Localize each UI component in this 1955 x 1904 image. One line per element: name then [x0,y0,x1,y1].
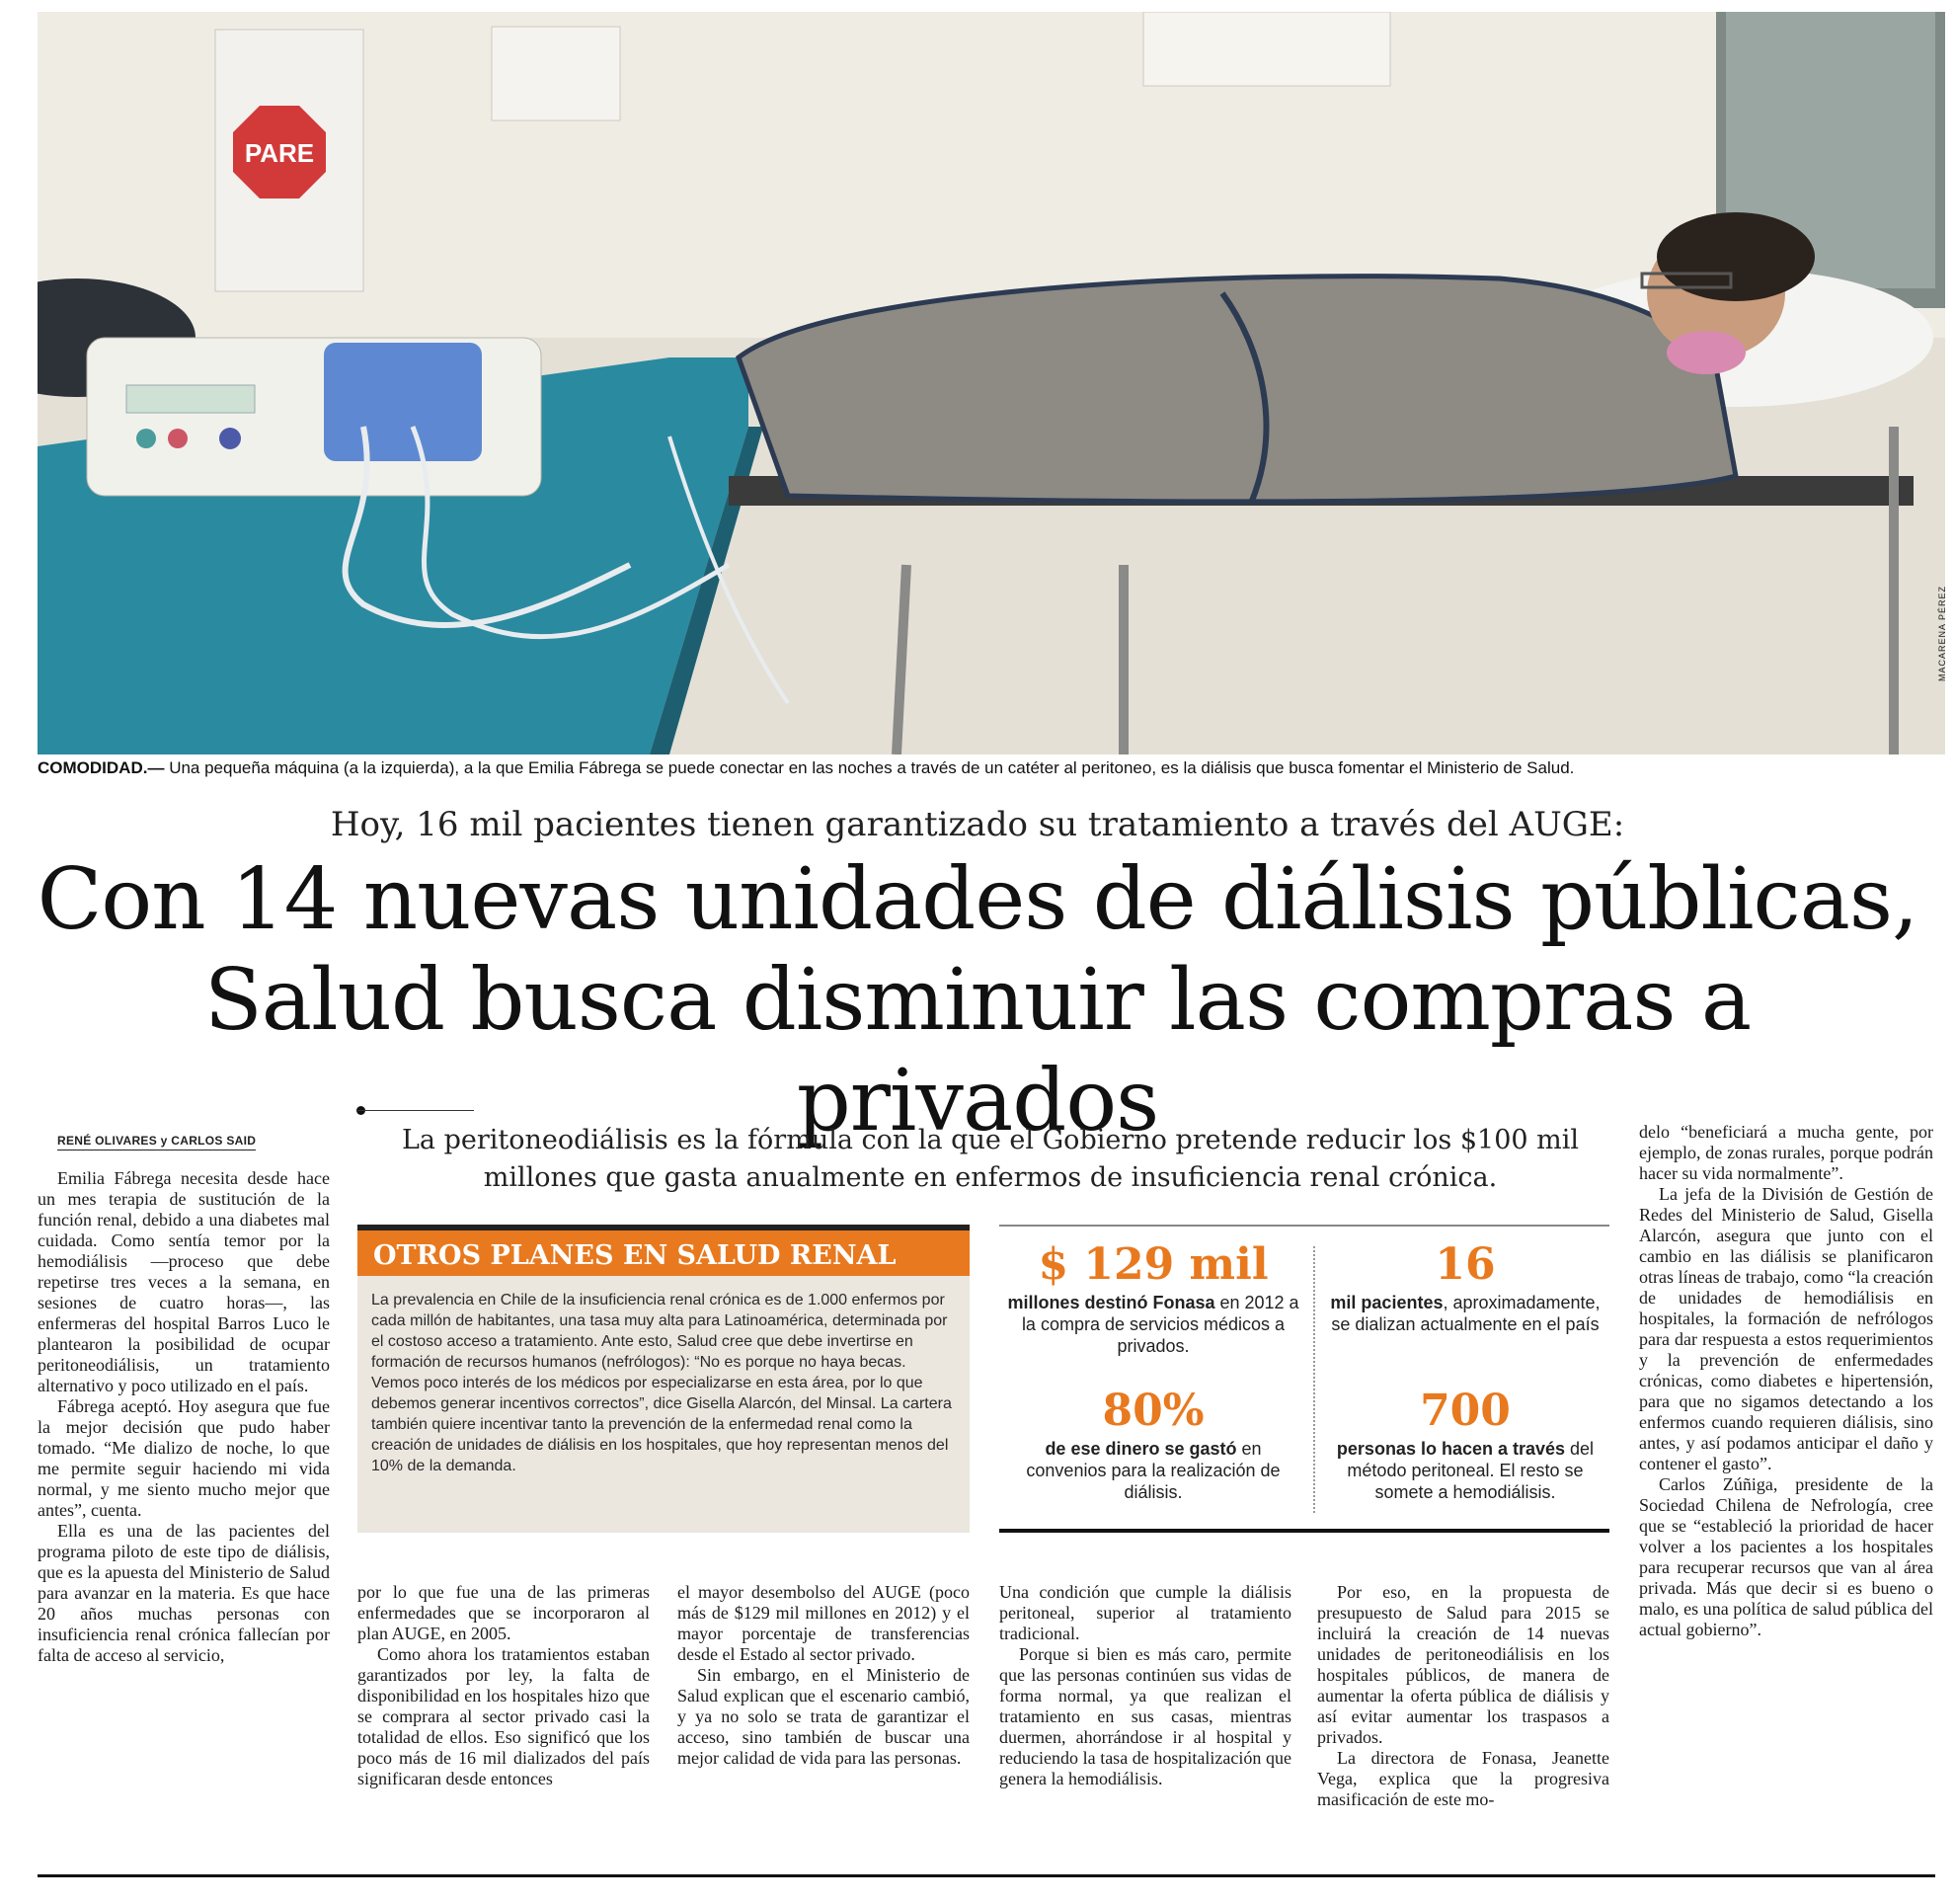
paragraph: Ella es una de las pacientes del programa piloto de este tipo de diálisis, que es la apuesta del Ministerio de Salud para avanzar en la materia. Es que hace 20 años muchas personas con insuficiencia renal crónica fallecían por falta de acceso al servicio, [38,1521,330,1665]
deck-rule [357,1110,474,1111]
stat-text: en convenios para la realización de diálisis. [1026,1439,1281,1502]
body-column-3 [677,1582,970,1769]
headline [20,849,1935,1151]
paragraph: Como ahora los tratamientos estaban garantizados por ley, la falta de disponibilidad en los hospitales hizo que se comprara al sector privado casi la totalidad de ellos. Eso significó que los poco más de 16 mil dializados del país significaran desde entonces [357,1644,650,1788]
stat-number: 16 [1435,1239,1496,1290]
paragraph: La jefa de la División de Gestión de Redes del Ministerio de Salud, Gisella Alarcón, asegura que junto con el cambio en las diálisis se planificaron otras líneas de trabajo, como “la creación de unidades de hemodiálisis en hospitales, la formación de nefrólogos para dar respuesta a estos requerimientos y la prevención de enfermedades crónicas, como diabetes e hipertensión, para que no sigamos detectando a los enfermos cuando requieren diálisis, sino antes, y así podamos anticipar el daño y contener el gasto”. [1639,1184,1933,1473]
photo-credit: MACARENA PÉREZ [1937,585,1947,681]
stat-bold: personas lo hacen a través [1336,1439,1566,1459]
dialysis-room-illustration [38,12,1945,754]
stat-bold: mil pacientes [1330,1293,1444,1312]
paragraph: el mayor desembolso del AUGE (poco más de $129 mil millones en 2012) y el mayor porcentaje de transferencias desde el Estado al sector privado. [677,1582,970,1664]
stats-bottom-rule [999,1529,1609,1533]
paragraph: Fábrega aceptó. Hoy asegura que fue la mejor decisión que pudo haber tomado. “Me dializo de noche, lo que me permite seguir haciendo mi vida normal, y me siento mucho mejor que antes”, cuenta. [38,1396,330,1520]
body-column-2 [357,1582,650,1789]
stat-text: , aproximadamente, se dializan actualmente en el país [1331,1293,1601,1334]
stat-text: en 2012 a la compra de servicios médicos a privados. [1021,1293,1299,1356]
stat-patients [1327,1238,1603,1335]
body-column-6 [1639,1122,1933,1640]
stat-bold: de ese dinero se gastó [1045,1439,1237,1459]
body-column-4 [999,1582,1291,1789]
paragraph: Una condición que cumple la diálisis peritoneal, superior al tratamiento tradicional. [999,1582,1291,1643]
paragraph: por lo que fue una de las primeras enfermedades que se incorporaron al plan AUGE, en 2005. [357,1582,650,1643]
stat-text: del método peritoneal. El resto se somete a hemodiálisis. [1347,1439,1595,1502]
article-photo [38,12,1945,754]
paragraph: Porque si bien es más caro, permite que las personas continúen sus vidas de forma normal, ya que realizan el tratamiento en sus casas, mientras duermen, ahorrándose ir al hospital y reduciendo la tasa de hospitalización que genera la hemodiálisis. [999,1644,1291,1788]
paragraph: La directora de Fonasa, Jeanette Vega, explica que la progresiva masificación de este mo- [1317,1748,1609,1809]
caption-text: Una pequeña máquina (a la izquierda), a la que Emilia Fábrega se puede conectar en las noches a través de un catéter al peritoneo, es la diálisis que busca fomentar el Ministerio de Salud. [169,758,1575,777]
headline-line-2: Salud busca disminuir las compras a privados [203,951,1752,1150]
sidebar-title: OTROS PLANES EN SALUD RENAL [357,1225,970,1276]
stats-divider [1313,1246,1315,1513]
stat-number: $ 129 mil [1038,1239,1269,1290]
body-column-1 [38,1168,330,1666]
paragraph: Sin embargo, en el Ministerio de Salud explican que el escenario cambió, y ya no solo se trata de garantizar el acceso, sino también de buscar una mejor calidad de vida para las personas. [677,1665,970,1768]
bottom-rule [38,1874,1935,1877]
byline: RENÉ OLIVARES y CARLOS SAID [57,1134,256,1150]
deck: La peritoneodiálisis es la fórmula con la que el Gobierno pretende reducir los $100 mil millones que gasta anualmente en enfermos de insuficiencia renal crónica. [401,1125,1580,1193]
sidebar-body: La prevalencia en Chile de la insuficiencia renal crónica es de 1.000 enfermos por cada millón de habitantes, una tasa muy alta para Latinoamérica, determinada por el costoso acceso a tratamiento. Ante esto, Salud cree que debe invertirse en formación de recursos humanos (nefrólogos): “No es porque no haya becas. Vemos poco interés de los médicos por especializarse en esta área, por lo que debemos generar incentivos correctos”, dice Gisella Alarcón, del Minsal. La cartera también quiere incentivar tanto la prevención de la enfermedad renal como la creación de unidades de diálisis en los hospitales, que hoy representan menos del 10% de la demanda. [371,1292,952,1474]
stat-fonasa-spend [1005,1238,1301,1357]
caption-lead: COMODIDAD.— [38,758,165,777]
stat-percent-dialysis [1005,1385,1301,1503]
photo-caption [38,758,1914,778]
kicker: Hoy, 16 mil pacientes tienen garantizado su tratamiento a través del AUGE: [330,805,1625,844]
body-column-5 [1317,1582,1609,1810]
paragraph: Emilia Fábrega necesita desde hace un mes terapia de sustitución de la función renal, debido a una diabetes mal cuidada. Como sentía temor por la hemodiálisis —proceso que debe repetirse tres veces a la semana, en sesiones de cuatro horas—, las enfermeras del hospital Barros Luco le plantearon la posibilidad de ocupar peritoneodiálisis, un tratamiento alternativo y poco utilizado en el país. [38,1168,330,1395]
stat-peritoneal [1327,1385,1603,1503]
stat-number: 80% [1102,1386,1205,1436]
paragraph: Carlos Zúñiga, presidente de la Sociedad Chilena de Nefrología, cree que se “estableció la prioridad de hacer volver a los pacientes a los hospitales para recuperar recursos que van al área privada. Más que decir si es bueno o malo, es una política de salud pública del actual gobierno”. [1639,1474,1933,1639]
stat-bold: millones destinó Fonasa [1007,1293,1215,1312]
paragraph: Por eso, en la propuesta de presupuesto de Salud para 2015 se incluirá la creación de 14 nuevas unidades de peritoneodiálisis en los hospitales públicos, de manera de aumentar la oferta pública de diálisis y así evitar aumentar los traspasos a privados. [1317,1582,1609,1747]
paragraph: delo “beneficiará a mucha gente, por ejemplo, de zonas rurales, porque podrán hacer su vida normalmente”. [1639,1122,1933,1183]
stat-number: 700 [1420,1386,1511,1436]
stats-top-rule [999,1225,1609,1227]
headline-line-1: Con 14 nuevas unidades de diálisis públicas, [37,850,1918,949]
stop-sign-text: PARE [244,138,315,168]
